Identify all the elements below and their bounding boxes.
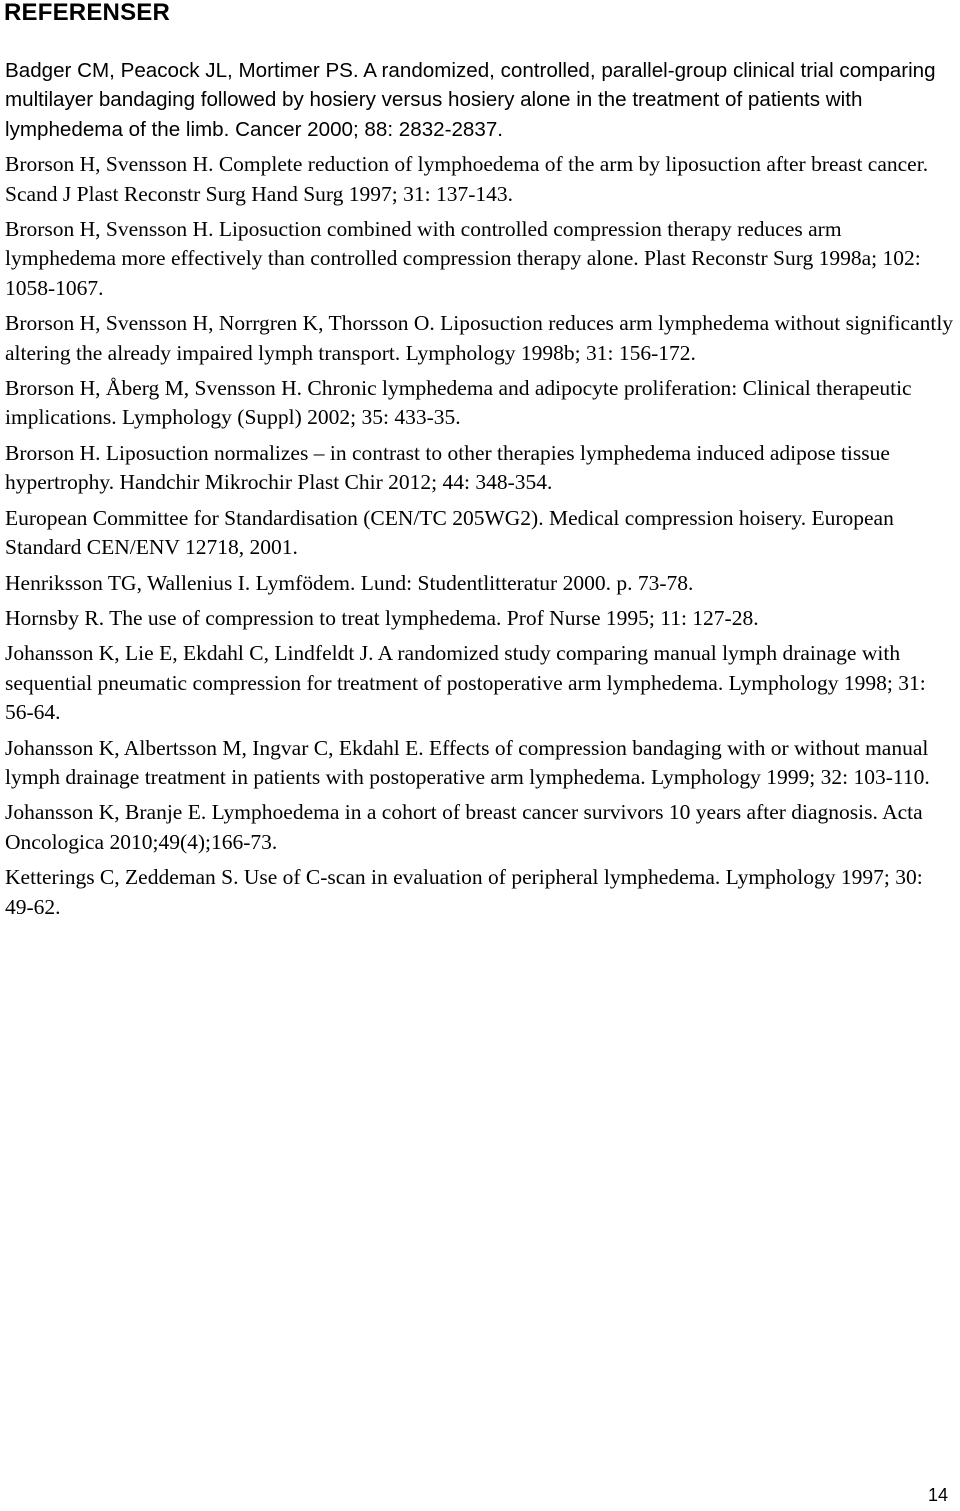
- reference-list: [5, 56, 955, 928]
- reference-item: Johansson K, Branje E. Lymphoedema in a cohort of breast cancer survivors 10 years after diagnosis. Acta Oncologica 2010;49(4);166-73.: [5, 800, 923, 854]
- reference-item: Ketterings C, Zeddeman S. Use of C-scan in evaluation of peripheral lymphedema. Lymphology 1997; 30: 49-62.: [5, 865, 923, 919]
- reference-item: Brorson H, Svensson H. Liposuction combined with controlled compression therapy reduces arm lymphedema more effectively than controlled compression therapy alone. Plast Reconstr Surg 1998a; 102: 1058-1067.: [5, 217, 921, 300]
- page-heading: REFERENSER: [4, 0, 171, 26]
- reference-item: Brorson H, Åberg M, Svensson H. Chronic lymphedema and adipocyte proliferation: Clinical therapeutic implications. Lymphology (Suppl) 2002; 35: 433-35.: [5, 376, 912, 430]
- reference-item: Johansson K, Albertsson M, Ingvar C, Ekdahl E. Effects of compression bandaging with or without manual lymph drainage treatment in patients with postoperative arm lymphedema. Lymphology 1999; 32: 103-110.: [5, 735, 930, 789]
- reference-item: Brorson H, Svensson H. Complete reduction of lymphoedema of the arm by liposuction after breast cancer. Scand J Plast Reconstr Surg Hand Surg 1997; 31: 137-143.: [5, 152, 929, 206]
- reference-item: Hornsby R. The use of compression to treat lymphedema. Prof Nurse 1995; 11: 127-28.: [5, 605, 759, 630]
- reference-item: European Committee for Standardisation (CEN/TC 205WG2). Medical compression hoisery. European Standard CEN/ENV 12718, 2001.: [5, 505, 894, 560]
- reference-item: Badger CM, Peacock JL, Mortimer PS. A randomized, controlled, parallel-group clinical trial comparing multilayer bandaging followed by hosiery versus hosiery alone in the treatment of patients with lymphedema of the limb. Cancer 2000; 88: 2832-2837.: [5, 59, 936, 141]
- page-number: 14: [927, 1485, 948, 1505]
- reference-item: Brorson H, Svensson H, Norrgren K, Thorsson O. Liposuction reduces arm lymphedema without significantly altering the already impaired lymph transport. Lymphology 1998b; 31: 156-172.: [5, 311, 954, 365]
- reference-item: Johansson K, Lie E, Ekdahl C, Lindfeldt J. A randomized study comparing manual lymph drainage with sequential pneumatic compression for treatment of postoperative arm lymphedema. Lymphology 1998; 31: 56-64.: [5, 641, 926, 725]
- reference-item: Brorson H. Liposuction normalizes – in contrast to other therapies lymphedema induced adipose tissue hypertrophy. Handchir Mikrochir Plast Chir 2012; 44: 348-354.: [5, 440, 890, 495]
- reference-item: Henriksson TG, Wallenius I. Lymfödem. Lund: Studentlitteratur 2000. p. 73-78.: [5, 570, 694, 595]
